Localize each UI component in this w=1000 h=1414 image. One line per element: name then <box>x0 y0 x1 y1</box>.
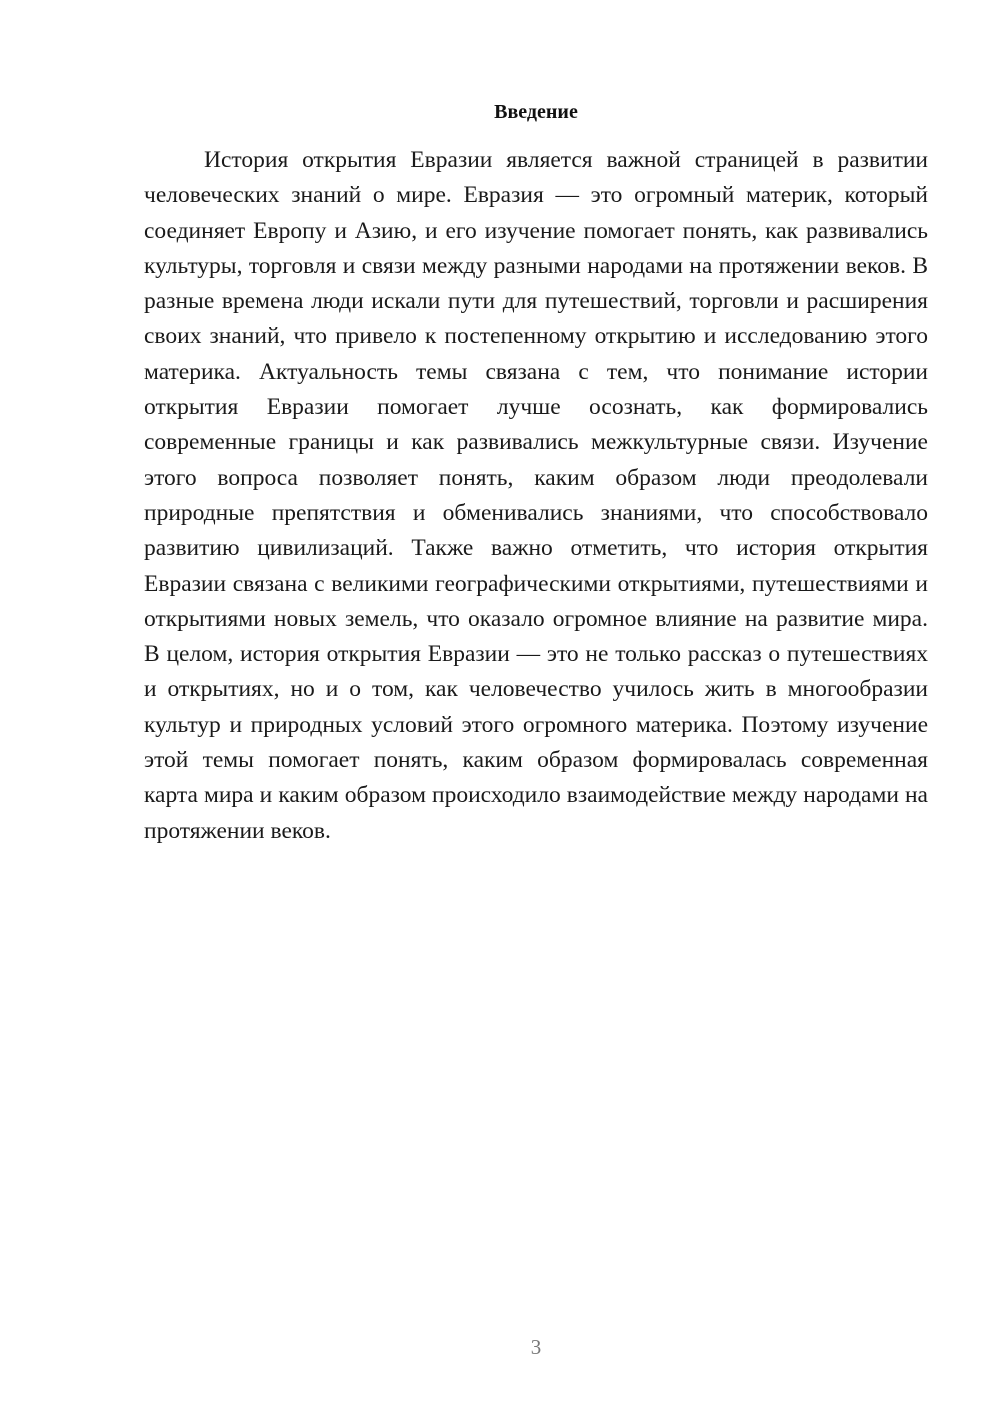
body-paragraph: История открытия Евразии является важной страницей в развитии человеческих знаний о мире. Евразия — это огромный материк, который соединяет Европу и Азию, и его изучение помогает понять, как развивались культуры, торговля и связи между разными народами на протяжении веков. В разные времена люди искали пути для путешествий, торговли и расширения своих знаний, что привело к постепенному открытию и исследованию этого материка. Актуальность темы связана с тем, что понимание истории открытия Евразии помогает лучше осознать, как формировались современные границы и как развивались межкультурные связи. Изучение этого вопроса позволяет понять, каким образом люди преодолевали природные препятствия и обменивались знаниями, что способствовало развитию цивилизаций. Также важно отметить, что история открытия Евразии связана с великими географическими открытиями, путешествиями и открытиями новых земель, что оказало огромное влияние на развитие мира. В целом, история открытия Евразии — это не только рассказ о путешествиях и открытиях, но и о том, как человечество училось жить в многообразии культур и природных условий этого огромного материка. Поэтому изучение этой темы помогает понять, каким образом формировалась современная карта мира и каким образом происходило взаимодействие между народами на протяжении веков. <box>144 147 928 844</box>
section-title: Введение <box>494 101 578 123</box>
page-number: 3 <box>530 1335 542 1359</box>
